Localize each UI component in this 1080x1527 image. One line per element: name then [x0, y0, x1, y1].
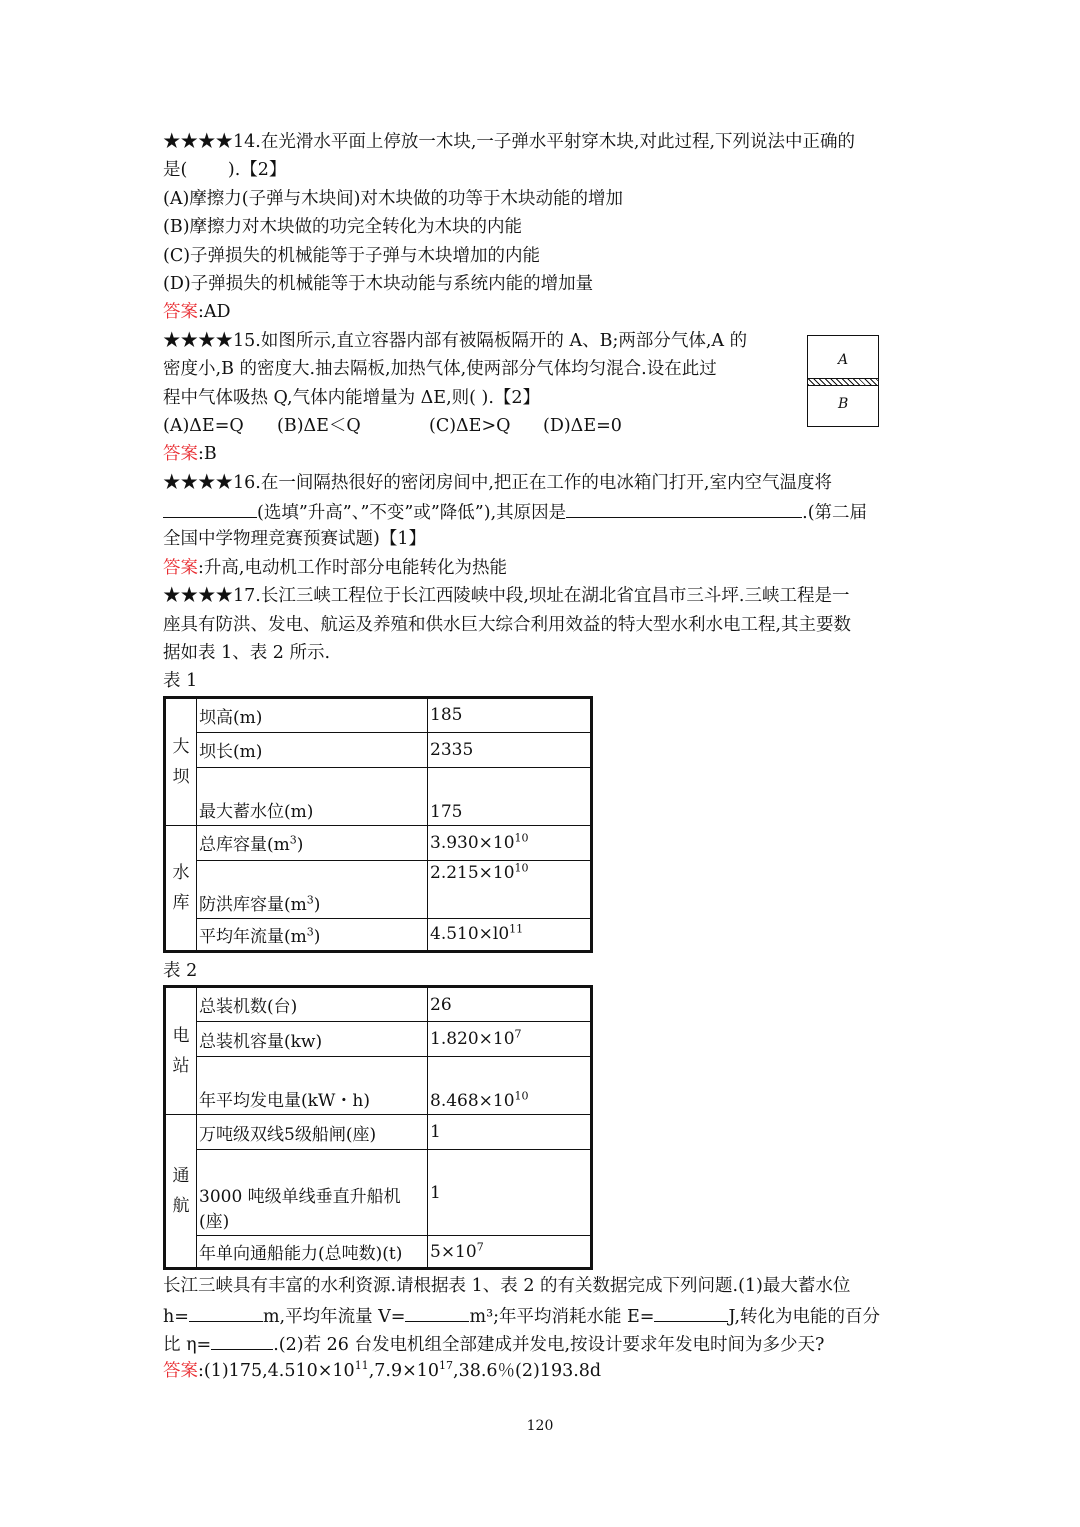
- answer-blank: [211, 1329, 273, 1350]
- cell-text: 防洪库容量(m: [199, 894, 307, 915]
- cell-sup: 3: [306, 925, 314, 939]
- cell-sup: 10: [514, 1089, 529, 1103]
- q16-stem-line3: 全国中学物理竞赛预赛试题)【1】: [163, 529, 426, 550]
- answer-text: :B: [198, 444, 217, 465]
- q15-option-b: (B)ΔE＜Q: [277, 415, 361, 436]
- table-row: [165, 918, 592, 951]
- q14-stem-line1: ★★★★14.在光滑水平面上停放一木块,一子弹水平射穿木块,对此过程,下列说法中正确的: [163, 132, 856, 152]
- table-cell: 总装机数(台): [197, 987, 428, 1022]
- table-row: [165, 860, 592, 918]
- table-cell: [428, 1022, 592, 1057]
- table1-group-dam: [165, 697, 197, 825]
- cell-text: (座): [199, 1212, 230, 1233]
- answer-label: 答案: [163, 557, 198, 578]
- cell-text: 2.215×10: [430, 862, 515, 883]
- cell-sup: 7: [476, 1240, 484, 1254]
- task-text: .(2)若 26 台发电机组全部建成并发电,按设计要求年发电时间为多少天?: [273, 1334, 825, 1355]
- answer-label: 答案: [163, 302, 198, 323]
- answer-blank: [163, 497, 257, 518]
- page-content: [163, 128, 918, 1386]
- q15-option-d: (D)ΔE=0: [543, 415, 622, 436]
- q16-answer: [163, 554, 918, 582]
- container-diagram: [807, 335, 879, 427]
- task-text: J,转化为电能的百分: [728, 1306, 881, 1327]
- table-row: [165, 697, 592, 732]
- answer-blank: [654, 1301, 728, 1322]
- table-1: [163, 696, 593, 953]
- task-text: m³;年平均消耗水能 E=: [469, 1306, 655, 1327]
- table-cell: 年单向通船能力(总吨数)(t): [197, 1236, 428, 1269]
- q14-answer: [163, 298, 918, 326]
- question-17: [163, 582, 918, 1386]
- table-cell: 185: [428, 697, 592, 732]
- q14-stem-line2: 是( ).【2】: [163, 160, 287, 181]
- table-cell: [428, 918, 592, 951]
- q17-stem-line1: ★★★★17.长江三峡工程位于长江西陵峡中段,坝址在湖北省宜昌市三斗坪.三峡工程是一: [163, 586, 850, 607]
- table-cell: [197, 860, 428, 918]
- cell-text: 4.510×l0: [430, 924, 510, 945]
- q15-option-c: (C)ΔE>Q: [429, 415, 511, 436]
- group-label: 电站: [172, 1026, 190, 1077]
- table-cell: 175: [428, 767, 592, 825]
- q17-task-line2: [163, 1301, 918, 1329]
- table2-caption: 表 2: [163, 960, 198, 981]
- table-cell: 2335: [428, 732, 592, 767]
- table-cell: [428, 1236, 592, 1269]
- q17-task-line1: 长江三峡具有丰富的水利资源.请根据表 1、表 2 的有关数据完成下列问题.(1)最大蓄水位: [163, 1276, 851, 1297]
- cell-text: ): [296, 835, 304, 856]
- question-15: [163, 327, 918, 469]
- q14-option-c: (C)子弹损失的机械能等于子弹与木块增加的内能: [163, 245, 541, 266]
- cell-sup: 11: [509, 922, 524, 936]
- cell-text: 8.468×10: [430, 1091, 515, 1112]
- cell-text: 5×10: [430, 1241, 477, 1262]
- table-cell: 26: [428, 987, 592, 1022]
- q15-stem-line3: 程中气体吸热 Q,气体内能增量为 ΔE,则( ).【2】: [163, 387, 541, 408]
- cell-text: 平均年流量(m: [199, 926, 307, 947]
- table-cell: [428, 1057, 592, 1115]
- q16-stem-text: (选填”升高”、”不变”或”降低”),其原因是: [257, 503, 567, 524]
- q16-stem-line1: ★★★★16.在一间隔热很好的密闭房间中,把正在工作的电冰箱门打开,室内空气温度将: [163, 472, 832, 493]
- cell-text: 3.930×10: [430, 832, 515, 853]
- cell-sup: 3: [306, 893, 314, 907]
- cell-sup: 7: [514, 1027, 522, 1041]
- q17-stem-line2: 座具有防洪、发电、航运及养殖和供水巨大综合利用效益的特大型水利水电工程,其主要数: [163, 614, 852, 635]
- table-cell: 最大蓄水位(m): [197, 767, 428, 825]
- table-cell: [197, 825, 428, 860]
- answer-blank: [405, 1301, 469, 1322]
- answer-text: ,38.6％(2)193.8d: [453, 1361, 602, 1382]
- table-2: [163, 985, 593, 1270]
- task-text: 比 η=: [163, 1334, 212, 1355]
- q17-stem-line3: 据如表 1、表 2 所示.: [163, 643, 331, 664]
- answer-label: 答案: [163, 1361, 198, 1382]
- task-text: m,平均年流量 V=: [262, 1306, 406, 1327]
- group-label: 大坝: [172, 736, 190, 787]
- table-row: [165, 1150, 592, 1236]
- gas-a-label: A: [838, 351, 849, 368]
- q17-answer: [163, 1357, 918, 1385]
- table-row: [165, 1236, 592, 1269]
- answer-sup: 17: [439, 1359, 454, 1373]
- table1-group-reservoir: [165, 825, 197, 951]
- table-row: [165, 732, 592, 767]
- answer-text: ,7.9×10: [368, 1361, 440, 1382]
- cell-sup: 10: [514, 861, 529, 875]
- table-row: [165, 825, 592, 860]
- table-row: [165, 1057, 592, 1115]
- table1-caption: 表 1: [163, 671, 198, 692]
- table2-group-station: [165, 987, 197, 1115]
- cell-text: 总库容量(m: [199, 835, 290, 856]
- answer-text: :升高,电动机工作时部分电能转化为热能: [198, 557, 507, 578]
- q16-stem-text-end: .(第二届: [802, 503, 868, 524]
- partition-plate: [808, 378, 878, 386]
- table-cell: 坝长(m): [197, 732, 428, 767]
- answer-text: :(1)175,4.510×10: [198, 1361, 355, 1382]
- cell-sup: 3: [289, 833, 297, 847]
- answer-sup: 11: [354, 1359, 369, 1373]
- gas-b-label: B: [838, 395, 849, 412]
- table2-group-navigation: [165, 1115, 197, 1269]
- table-cell: [428, 860, 592, 918]
- table-cell: 坝高(m): [197, 697, 428, 732]
- cell-sup: 10: [514, 831, 529, 845]
- cell-text: 3000 吨级单线垂直升船机: [199, 1187, 401, 1208]
- group-label: 水库: [172, 862, 190, 913]
- q15-options: [163, 412, 918, 440]
- table-row: [165, 1115, 592, 1150]
- cell-text: ): [313, 894, 321, 915]
- group-label: 通航: [172, 1166, 190, 1217]
- q16-stem-line2: [163, 497, 918, 525]
- table-row: [165, 987, 592, 1022]
- table-cell: [197, 918, 428, 951]
- q15-stem-line2: 密度小,B 的密度大.抽去隔板,加热气体,使两部分气体均匀混合.设在此过: [163, 359, 717, 380]
- answer-blank: [189, 1301, 263, 1322]
- answer-text: :AD: [198, 302, 231, 323]
- q15-stem-line1: ★★★★15.如图所示,直立容器内部有被隔板隔开的 A、B;两部分气体,A 的: [163, 330, 748, 351]
- table-cell: [197, 1150, 428, 1236]
- answer-blank: [566, 497, 802, 518]
- question-14: [163, 128, 918, 327]
- table-cell: 年平均发电量(kW・h): [197, 1057, 428, 1115]
- answer-label: 答案: [163, 444, 198, 465]
- table-cell: 1: [428, 1150, 592, 1236]
- q14-option-a: (A)摩擦力(子弹与木块间)对木块做的功等于木块动能的增加: [163, 188, 623, 209]
- table-cell: 1: [428, 1115, 592, 1150]
- page-number: 120: [526, 1418, 554, 1434]
- table-cell: [428, 825, 592, 860]
- table-row: [165, 767, 592, 825]
- q15-option-a: (A)ΔE=Q: [163, 415, 244, 436]
- q17-task-line3: [163, 1329, 918, 1357]
- table-cell: 万吨级双线5级船闸(座): [197, 1115, 428, 1150]
- question-16: [163, 469, 918, 583]
- task-text: h=: [163, 1306, 189, 1327]
- q14-option-b: (B)摩擦力对木块做的功完全转化为木块的内能: [163, 217, 523, 238]
- cell-text: 1.820×10: [430, 1029, 515, 1050]
- table-cell: 总装机容量(kw): [197, 1022, 428, 1057]
- table-row: [165, 1022, 592, 1057]
- cell-text: ): [313, 926, 321, 947]
- q14-option-d: (D)子弹损失的机械能等于木块动能与系统内能的增加量: [163, 273, 594, 294]
- q15-answer: [163, 440, 918, 468]
